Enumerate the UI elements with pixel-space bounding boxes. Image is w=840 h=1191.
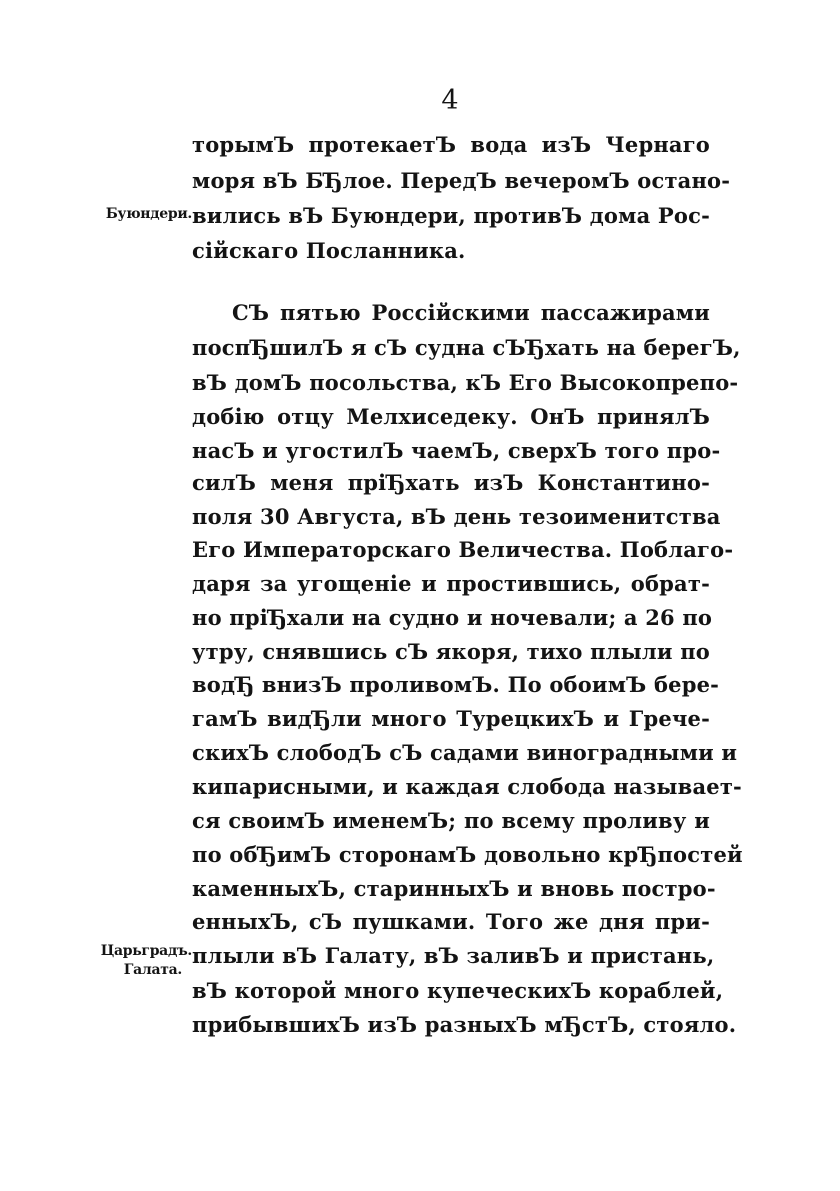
text-line: Его Императорскаго Величества. Поблаго- [192,537,734,562]
text-line: моря вЪ БЂлое. ПередЪ вечеромЪ остано- [192,168,731,193]
text-line: вЪ домЪ посольства, кЪ Его Высокопрепо- [192,370,739,395]
text-line: каменныхЪ, старинныхЪ и вновь постро- [192,876,716,901]
text-line: но пріЂхали на судно и ночевали; а 26 по [192,605,713,630]
text-line: поля 30 Августа, вЪ день тезоименитства [192,504,721,529]
text-line: скихЪ слободЪ сЪ садами виноградными и [192,740,738,765]
text-line: утру, снявшись сЪ якоря, тихо плыли по [192,639,710,664]
text-line: плыли вЪ Галату, вЪ заливЪ и пристань, [192,943,715,968]
text-line: СЪ пятью Россійскими пассажирами [232,300,710,325]
text-line: силЪ меня пріЂхать изЪ Константино- [192,470,710,495]
text-line: даря за угощеніе и простившись, обрат- [192,571,710,596]
text-line: поспЂшилЪ я сЪ судна сЪЂхать на берегЪ, [192,335,741,360]
text-line: торымЪ протекаетЪ вода изЪ Чернаго [192,132,710,157]
text-line: сійскаго Посланника. [192,238,466,263]
text-line: вились вЪ Буюндери, противЪ дома Рос- [192,203,710,228]
text-line: енныхЪ, сЪ пушками. Того же дня при- [192,909,710,934]
page-number: 4 [441,85,459,116]
text-line: по обЂимЪ сторонамЪ довольно крЂпостей [192,842,743,867]
margin-note-galata: Галата. [123,962,182,978]
text-line: гамЪ видЂли много ТурецкихЪ и Грече- [192,706,710,731]
margin-note-tsargrad: Царьградъ. [100,943,192,959]
text-line: прибывшихЪ изЪ разныхЪ мЂстЪ, стояло. [192,1012,737,1037]
text-line: добію отцу Мелхиседеку. ОнЪ принялЪ [192,404,710,429]
text-line: ся своимЪ именемЪ; по всему проливу и [192,808,710,833]
margin-note-buyukdere: Буюндери. [105,206,192,222]
text-line: вЪ которой много купеческихЪ кораблей, [192,978,724,1003]
text-line: кипарисными, и каждая слобода называет- [192,774,742,799]
text-line: насЪ и угостилЪ чаемЪ, сверхЪ того про- [192,438,721,463]
text-line: водЂ внизЪ проливомЪ. По обоимЪ бере- [192,672,720,697]
